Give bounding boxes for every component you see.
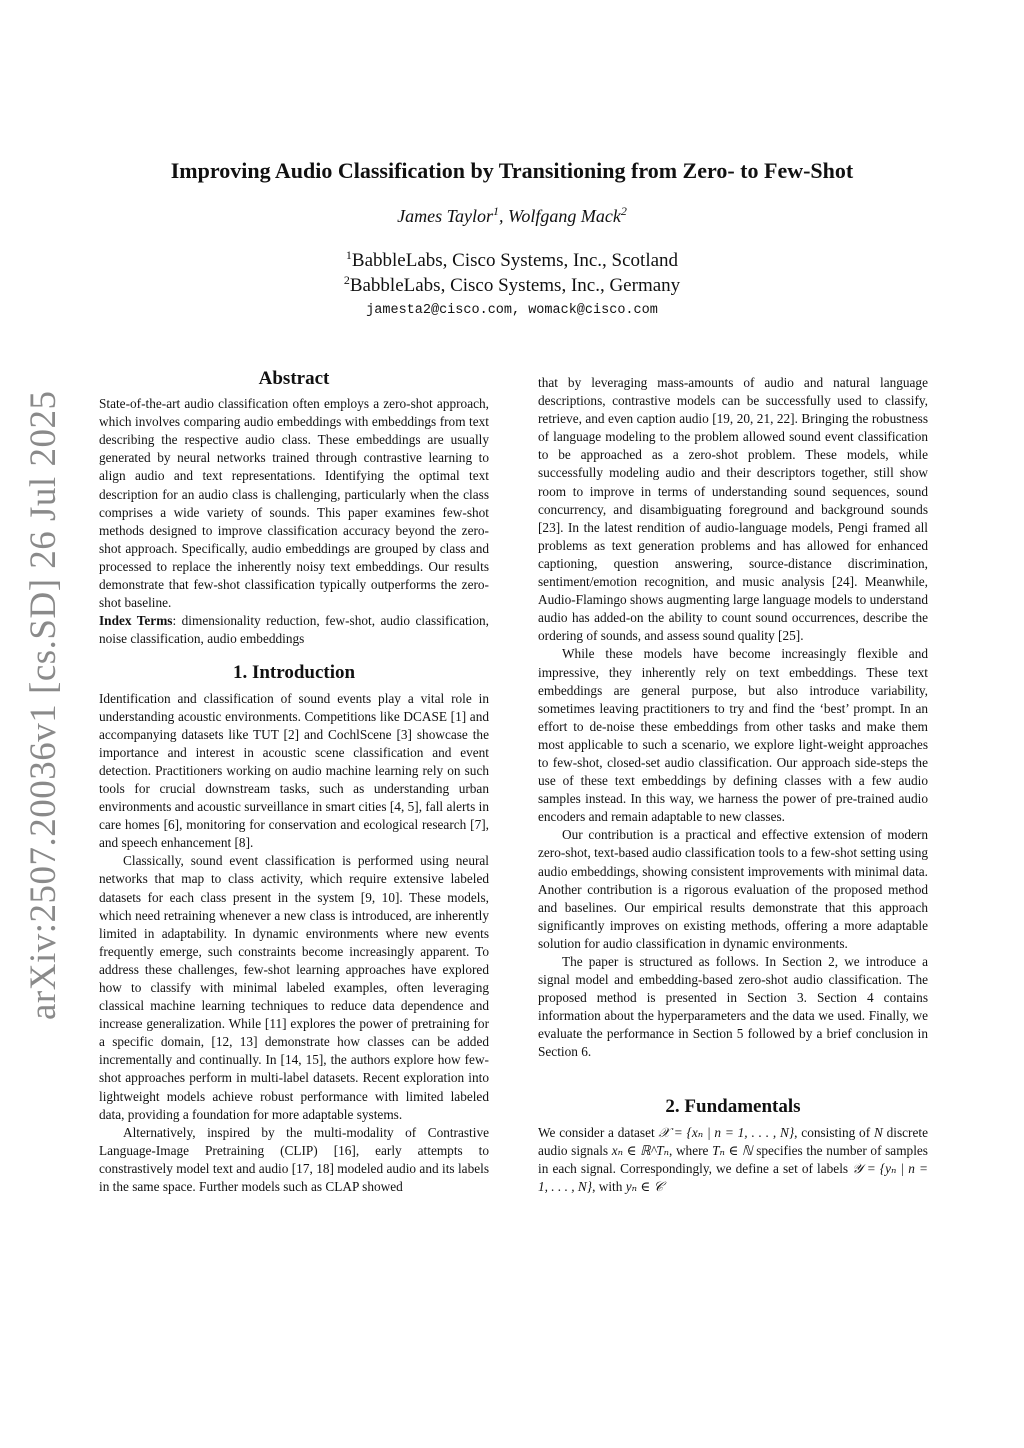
author-name: James Taylor — [397, 206, 493, 226]
author-affiliation-mark: 2 — [620, 204, 627, 218]
intro-paragraph: Alternatively, inspired by the multi-modality of Contrastive Language-Image Pretraining (CLIP) [16], early attempts to constrastively model text and audio [17, 18] modeled audio and its labels in the same space. Further models such as CLAP showed — [99, 1124, 489, 1195]
affiliation-text: BabbleLabs, Cisco Systems, Inc., Germany — [349, 275, 681, 296]
index-terms-label: Index Terms — [99, 613, 173, 629]
abstract-text: State-of-the-art audio classification often employs a zero-shot approach, which involves comparing audio embeddings with embeddings from text describing the respective audio class. These embeddings are usually generated by neural networks trained through contrastive learning to align audio and text representations. Identifying the optimal text description for an audio class is challenging, particularly when the class comprises a wide variety of sounds. This paper examines few-shot methods designed to improve classification accuracy beyond the zero-shot approach. Specifically, audio embeddings are grouped by class and processed to replace the inherently noisy text embeddings. Our results demonstrate that few-shot classification typically outperforms the zero-shot baseline. — [99, 396, 489, 611]
math-expression: 𝒴 = {yₙ | n = 1, . . . , N} — [538, 1160, 929, 1194]
introduction-heading: 1. Introduction — [232, 662, 356, 684]
intro-paragraph: The paper is structured as follows. In Section 2, we introduce a signal model and embedding-based zero-shot audio classification. The proposed method is presented in Section 3. Section 4 contains information about the hyperparameters and the data we used. Finally, we evaluate the performance in Section 5 followed by a brief conclusion in Section 6. — [538, 954, 928, 1060]
body-text: , with — [592, 1178, 626, 1194]
paper-title: Improving Audio Classification by Transitioning from Zero- to Few-Shot — [170, 158, 854, 183]
fundamentals-heading: 2. Fundamentals — [665, 1095, 801, 1117]
author-name: Wolfgang Mack — [508, 206, 621, 226]
author-separator: , — [499, 206, 508, 226]
body-text: , where — [669, 1142, 713, 1158]
author-affiliation-mark: 1 — [493, 204, 499, 218]
intro-paragraph: Our contribution is a practical and effective extension of modern zero-shot, text-based audio classification tools to a few-shot setting using audio embeddings, showing consistent improvements with minimal data. Another contribution is a rigorous evaluation of the proposed method and baselines. Our empirical results demonstrate that this approach significantly improves on existing methods, offering a more adaptable solution for audio classification in dynamic environments. — [538, 827, 928, 951]
math-expression: yₙ ∈ 𝒞 — [625, 1178, 664, 1194]
intro-paragraph: that by leveraging mass-amounts of audio and natural language descriptions, contrastive models can be successfully used to classify, retrieve, and even caption audio [19, 20, 21, 22]. Bringing the robustness of language modeling to the problem allowed sound event classification to be approached as a zero-shot problem. These models, while successfully modeling audio and their descriptors together, still show room to improve in terms of understanding sound sequences, sound concurrency, and disambiguating foreground and background sounds [23]. In the latest rendition of audio-language models, Pengi framed all problems as text generation problems and has allowed for enhanced captioning, question answering, source-distance discrimination, sentiment/emotion recognition, and music analysis [24]. Meanwhile, Audio-Flamingo shows augmenting large language models to understand audio has added-on the ability to count sound occurrences, describe the ordering of sounds, and assess sound quality [25]. — [538, 375, 928, 644]
fundamentals-paragraph — [538, 1124, 928, 1196]
author-list — [0, 206, 1024, 227]
math-expression: Tₙ ∈ ℕ — [712, 1142, 753, 1158]
affiliation-mark: 1 — [345, 248, 352, 262]
body-text: We consider a dataset — [538, 1124, 659, 1140]
affiliation-text: BabbleLabs, Cisco Systems, Inc., Scotland — [351, 250, 679, 271]
right-column — [538, 374, 928, 1196]
intro-paragraph: While these models have become increasingly flexible and impressive, they inherently rely on text embeddings. These text embeddings are general purpose, but also introduce variability, sometimes leaving practitioners to try and find the ‘best’ prompt. In an effort to de-noise these embeddings from other tasks and make them most applicable to such a scenario, we explore light-weight approaches to few-shot, closed-set audio classification. Our approach side-steps the use of these text embeddings by defining classes with a few audio samples instead. In this way, we harness the power of pre-trained audio encoders and remain adaptable to new classes. — [538, 646, 928, 825]
arxiv-identifier-stamp: arXiv:2507.20036v1 [cs.SD] 26 Jul 2025 — [23, 390, 64, 1020]
intro-paragraph: Classically, sound event classification is performed using neural networks that map to class activity, which require extensive labeled datasets for each class present in the system [9, 10]. These models, which need retraining whenever a new class is introduced, are inherently limited in adaptability. In dynamic environments where new events frequently emerge, such constraints become increasingly apparent. To address these challenges, few-shot learning approaches have explored how to classify with minimal labeled examples, often leveraging classical machine learning techniques to reduce data dependence and increase generalization. While [11] explores the power of pretraining for a specific domain, [12, 13] demonstrate how classes can be added incrementally and continually. In [14, 15], the authors explore how few-shot approaches perform in multi-label datasets. Recent exploration into lightweight models achieve robust performance with limited labeled data, providing a foundation for more adaptable systems. — [99, 853, 489, 1122]
body-text: , consisting of — [794, 1124, 874, 1140]
affiliation-line — [0, 275, 1024, 297]
body-text: specifies the number of samples in each signal. Correspondingly, we define a set of labels — [538, 1142, 928, 1176]
index-terms — [99, 612, 489, 648]
index-terms-text: : dimensionality reduction, few-shot, audio classification, noise classification, audio embeddings — [99, 613, 489, 647]
author-emails: jamesta2@cisco.com, womack@cisco.com — [366, 303, 658, 318]
math-expression: xₙ ∈ ℝ^Tₙ — [611, 1142, 670, 1158]
body-text: discrete audio signals — [538, 1124, 928, 1158]
abstract-heading: Abstract — [258, 368, 330, 389]
math-expression: 𝒳 = {xₙ | n = 1, . . . , N} — [658, 1124, 795, 1140]
intro-paragraph: Identification and classification of sound events play a vital role in understanding acoustic environments. Competitions like DCASE [1] and accompanying datasets like TUT [2] and CochlScene [3] showcase the importance and interest in acoustic scene classification and event detection. Practitioners working on audio machine learning rely on such tools for crucial downstream tasks, such as understanding urban environments and acoustic surveillance in smart cities [4, 5], fall alerts in care homes [6], monitoring for conservation and ecological research [7], and speech enhancement [8]. — [99, 690, 489, 851]
affiliation-line — [0, 250, 1024, 272]
left-column — [99, 370, 489, 1196]
math-expression: N — [873, 1124, 883, 1140]
affiliation-mark: 2 — [343, 273, 350, 287]
